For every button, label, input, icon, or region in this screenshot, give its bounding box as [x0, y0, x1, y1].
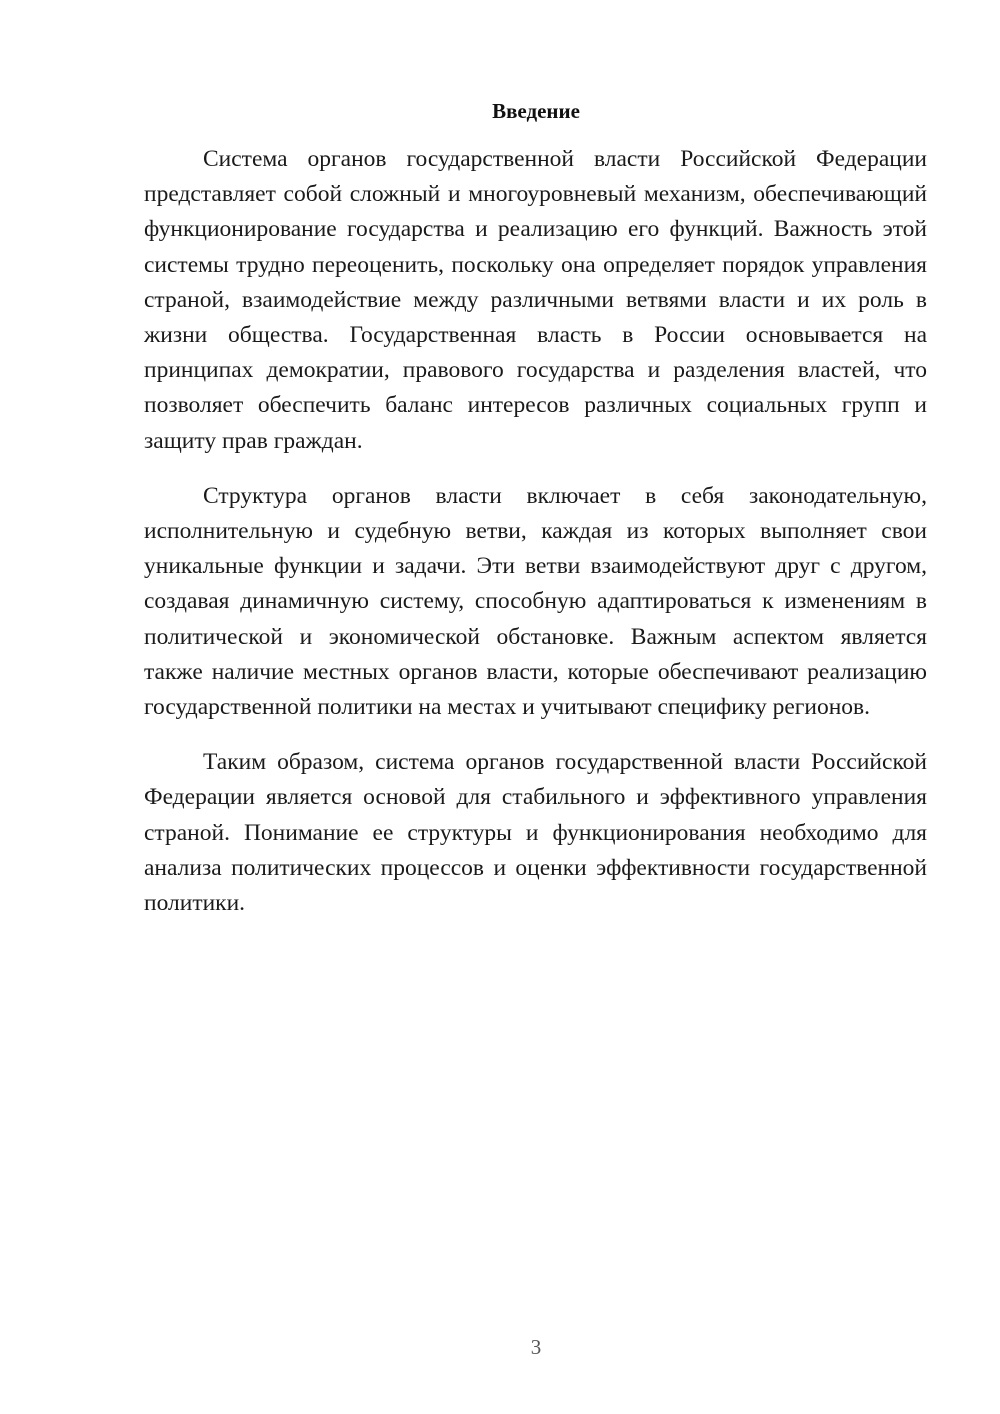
- section-heading: Введение: [492, 99, 580, 123]
- paragraph-2: Структура органов власти включает в себя законодательную, исполнительную и судебную ветви, каждая из которых выполняет свои уникальные функции и задачи. Эти ветви взаимодействуют друг с другом, создавая динамичную систему, способную адаптироваться к изменениям в политической и экономической обстановке. Важным аспектом является также наличие местных органов власти, которые обеспечивают реализацию государственной политики на местах и учитывают специфику регионов.: [144, 482, 927, 721]
- body-text: [144, 142, 927, 941]
- page-number: 3: [530, 1335, 542, 1359]
- paragraph-1: Система органов государственной власти Российской Федерации представляет собой сложный и многоуровневый механизм, обеспечивающий функционирование государства и реализацию его функций. Важность этой системы трудно переоценить, поскольку она определяет порядок управления страной, взаимодействие между различными ветвями власти и их роль в жизни общества. Государственная власть в России основывается на принципах демократии, правового государства и разделения властей, что позволяет обеспечить баланс интересов различных социальных групп и защиту прав граждан.: [144, 146, 927, 454]
- paragraph-3: Таким образом, система органов государственной власти Российской Федерации является основой для стабильного и эффективного управления страной. Понимание ее структуры и функционирования необходимо для анализа политических процессов и оценки эффективности государственной политики.: [144, 749, 927, 917]
